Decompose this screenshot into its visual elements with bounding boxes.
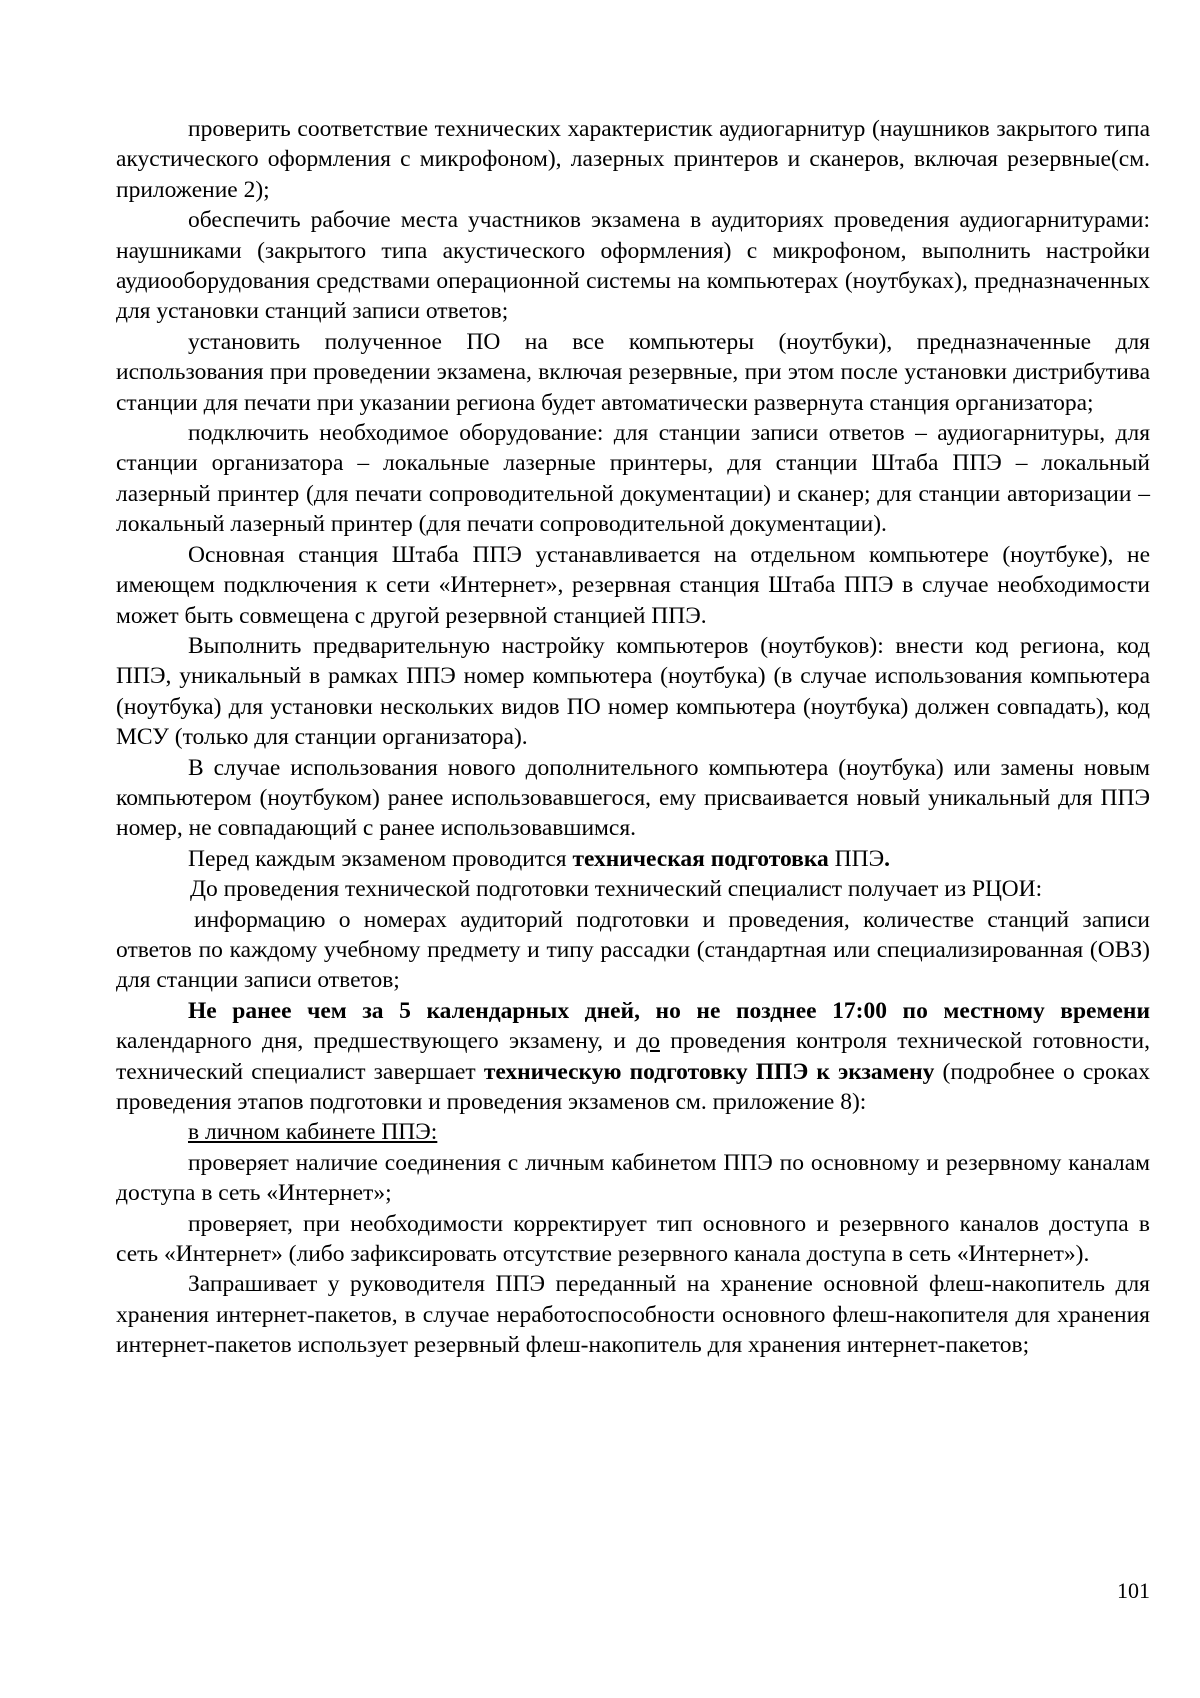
- paragraph-before-exam-text: Перед каждым экзаменом проводится: [188, 845, 573, 872]
- paragraph-connect-equipment: подключить необходимое оборудование: для станции записи ответов – аудиогарнитуры, для станции организатора – локальные лазерные принтеры, для станции Штаба ППЭ – локальный лазерный принтер (для печати сопроводительной документации) и сканер; для станции авторизации – локальный лазерный принтер (для печати сопроводительной документации).: [116, 420, 1150, 538]
- document-page: [116, 114, 1150, 1361]
- paragraph-before-exam: [116, 844, 1150, 874]
- paragraph-before-exam-period: .: [884, 845, 890, 872]
- paragraph-receives-from-rcoi: До проведения технической подготовки технический специалист получает из РЦОИ:: [190, 876, 1043, 903]
- paragraph-before-exam-bold: техническая подготовка: [572, 845, 829, 872]
- paragraph-preliminary-setup: Выполнить предварительную настройку компьютеров (ноутбуков): внести код региона, код ППЭ, уникальный в рамках ППЭ номер компьютера (ноутбука) (в случае использования компьютера (ноутбука) для установки нескольких видов ПО номер компьютера (ноутбука) должен совпадать), код МСУ (только для станции организатора).: [116, 632, 1150, 751]
- paragraph-check-connection: проверяет наличие соединения с личным кабинетом ППЭ по основному и резервному каналам доступа в сеть «Интернет»;: [116, 1149, 1150, 1207]
- paragraph-before-exam-suffix: ППЭ: [828, 845, 885, 872]
- paragraph-main-station: Основная станция Штаба ППЭ устанавливается на отдельном компьютере (ноутбуке), не имеющем подключения к сети «Интернет», резервная станция Штаба ППЭ в случае необходимости может быть совмещена с другой резервной станцией ППЭ.: [116, 541, 1150, 629]
- deadline-text-2: проведения контроля технической готовности, технический специалист завершает: [116, 1028, 1150, 1085]
- paragraph-room-information: информацию о номерах аудиторий подготовки и проведения, количестве станций записи ответов по каждому учебному предмету и типу рассадки (стандартная или специализированная (ОВЗ) для станции записи ответов;: [116, 906, 1150, 994]
- deadline-bold: Не ранее чем за 5 календарных дней, но не позднее 17:00 по местному времени: [188, 997, 1150, 1024]
- paragraph-new-computer: В случае использования нового дополнительного компьютера (ноутбука) или замены новым компьютером (ноутбуком) ранее использовавшегося, ему присваивается новый уникальный для ППЭ номер, не совпадающий с ранее использовавшимся.: [116, 754, 1150, 842]
- deadline-text-3: (подробнее о сроках проведения этапов подготовки и проведения экзаменов см. приложение 8):: [116, 1058, 1150, 1115]
- paragraph-install-software: установить полученное ПО на все компьютеры (ноутбуки), предназначенные для использования при проведении экзамена, включая резервные, при этом после установки дистрибутива станции для печати при указании региона будет автоматически развернута станция организатора;: [116, 328, 1150, 416]
- page-number: 101: [1117, 1578, 1150, 1603]
- paragraph-check-equipment: проверить соответствие технических характеристик аудиогарнитур (наушников закрытого типа акустического оформления с микрофоном), лазерных принтеров и сканеров, включая резервные(см. приложение 2);: [116, 116, 1150, 203]
- paragraph-personal-account-heading: [116, 1117, 1150, 1147]
- paragraph-deadline: [116, 996, 1150, 1118]
- deadline-bold-2: техническую подготовку ППЭ к экзамену: [483, 1058, 935, 1085]
- deadline-text-1: календарного дня, предшествующего экзамену, и: [116, 1028, 637, 1055]
- deadline-underline: до: [636, 1028, 660, 1055]
- paragraph-request-flash-drive: Запрашивает у руководителя ППЭ переданный на хранение основной флеш-накопитель для хранения интернет-пакетов, в случае неработоспособности основного флеш-накопителя для хранения интернет-пакетов использует резервный флеш-накопитель для хранения интернет-пакетов;: [116, 1271, 1150, 1359]
- paragraph-provide-headsets: обеспечить рабочие места участников экзамена в аудиториях проведения аудиогарнитурами: наушниками (закрытого типа акустического оформления) с микрофоном, выполнить настройки аудиооборудования средствами операционной системы на компьютерах (ноутбуках), предназначенных для установки станций записи ответов;: [116, 207, 1150, 325]
- personal-account-heading: в личном кабинете ППЭ:: [188, 1119, 438, 1146]
- paragraph-check-channel-type: проверяет, при необходимости корректирует тип основного и резервного каналов доступа в сеть «Интернет» (либо зафиксировать отсутствие резервного канала доступа в сеть «Интернет»).: [116, 1210, 1150, 1268]
